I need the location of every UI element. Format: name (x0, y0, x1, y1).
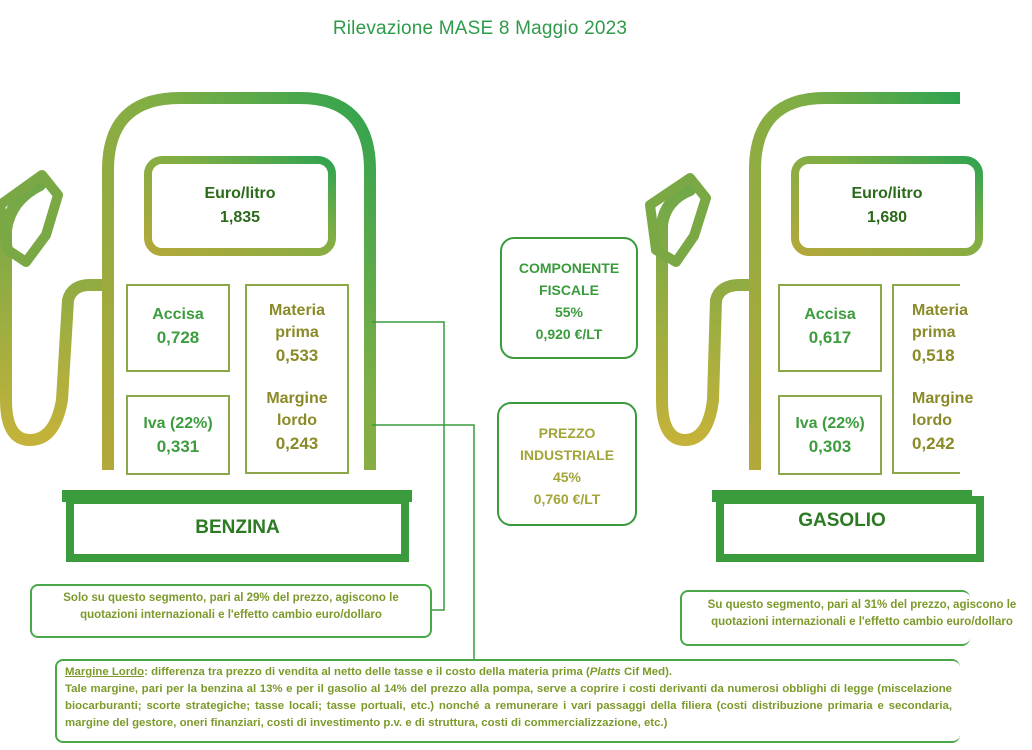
margine-lordo-definition-end: Cif Med). (620, 666, 673, 678)
gasolio-materia-value: 0,518 (912, 346, 955, 365)
gasolio-materia-margine-box (892, 284, 974, 474)
componente-fiscale-value: 0,920 €/LT (535, 326, 603, 342)
gasolio-iva-label: Iva (22%) (795, 415, 865, 432)
gasolio-accisa-label: Accisa (804, 306, 856, 323)
benzina-iva-value: 0,331 (156, 437, 200, 456)
benzina-accisa-value: 0,728 (156, 328, 200, 347)
benzina-note: Solo su questo segmento, pari al 29% del prezzo, agiscono le quotazioni internazionali e l'effetto cambio euro/dollaro (30, 584, 432, 638)
gasolio-margine-value: 0,242 (912, 434, 955, 453)
margine-lordo-definition: : differenza tra prezzo di vendita al netto delle tasse e il costo della materia prima ( (144, 666, 590, 678)
gasolio-accisa-box (778, 284, 882, 372)
gasolio-note-text: Su questo segmento, pari al 31% del prezzo, agiscono le quotazioni internazionali e l'effetto cambio euro/dollaro (707, 599, 1017, 628)
benzina-iva-label: Iva (22%) (143, 415, 213, 432)
margine-lordo-line1 (65, 664, 952, 681)
benzina-price-value: 1,835 (219, 209, 261, 226)
margine-lordo-body: Tale margine, pari per la benzina al 13% e per il gasolio al 14% del prezzo alla pompa, serve a coprire i costi derivanti da numerosi obblighi di legge (miscelazione biocarburanti; scorte strategiche; tasse locali; tasse portuali, etc.) nonché a remunerare i vari passaggi della filiera (costi distribuzione primaria e secondaria, margine del gestore, oneri finanziari, costi di investimento p.v. e di struttura, costi di commercializzazione, etc.) (65, 683, 952, 729)
prezzo-industriale-value: 0,760 €/LT (533, 491, 601, 507)
page-title: Rilevazione MASE 8 Maggio 2023 (332, 18, 628, 39)
benzina-materia-value: 0,533 (275, 346, 319, 365)
benzina-accisa-label: Accisa (152, 306, 204, 323)
margine-lordo-heading: Margine Lordo (65, 666, 145, 678)
gasolio-name: GASOLIO (798, 510, 886, 531)
componente-fiscale-percent: 55% (554, 304, 584, 320)
benzina-price-panel (152, 185, 328, 227)
prezzo-industriale-label: PREZZO INDUSTRIALE (519, 425, 615, 463)
benzina-name: BENZINA (195, 517, 280, 538)
prezzo-industriale-box (497, 402, 637, 526)
componente-fiscale-label: COMPONENTE FISCALE (518, 260, 620, 298)
platts-text: Platts (589, 666, 621, 678)
benzina-accisa-box (126, 284, 230, 372)
prezzo-industriale-percent: 45% (552, 469, 582, 485)
gasolio-price-label: Euro/litro (851, 185, 923, 202)
gasolio-note (680, 590, 1017, 646)
gasolio-accisa-value: 0,617 (808, 328, 852, 347)
benzina-margine-value: 0,243 (275, 434, 319, 453)
benzina-materia-label: Materia prima (268, 302, 326, 341)
gasolio-iva-box (778, 395, 882, 475)
benzina-margine-label: Margine lordo (266, 390, 328, 429)
benzina-iva-box (126, 395, 230, 475)
benzina-materia-margine-box (245, 284, 349, 474)
componente-fiscale-box (500, 237, 638, 359)
gasolio-margine-label: Margine lordo (912, 390, 974, 429)
gasolio-materia-label: Materia prima (912, 302, 969, 341)
gasolio-price-panel (799, 185, 975, 227)
margine-lordo-note (55, 659, 960, 743)
gasolio-iva-value: 0,303 (808, 437, 852, 456)
benzina-price-label: Euro/litro (204, 185, 276, 202)
gasolio-price-value: 1,680 (866, 209, 908, 226)
